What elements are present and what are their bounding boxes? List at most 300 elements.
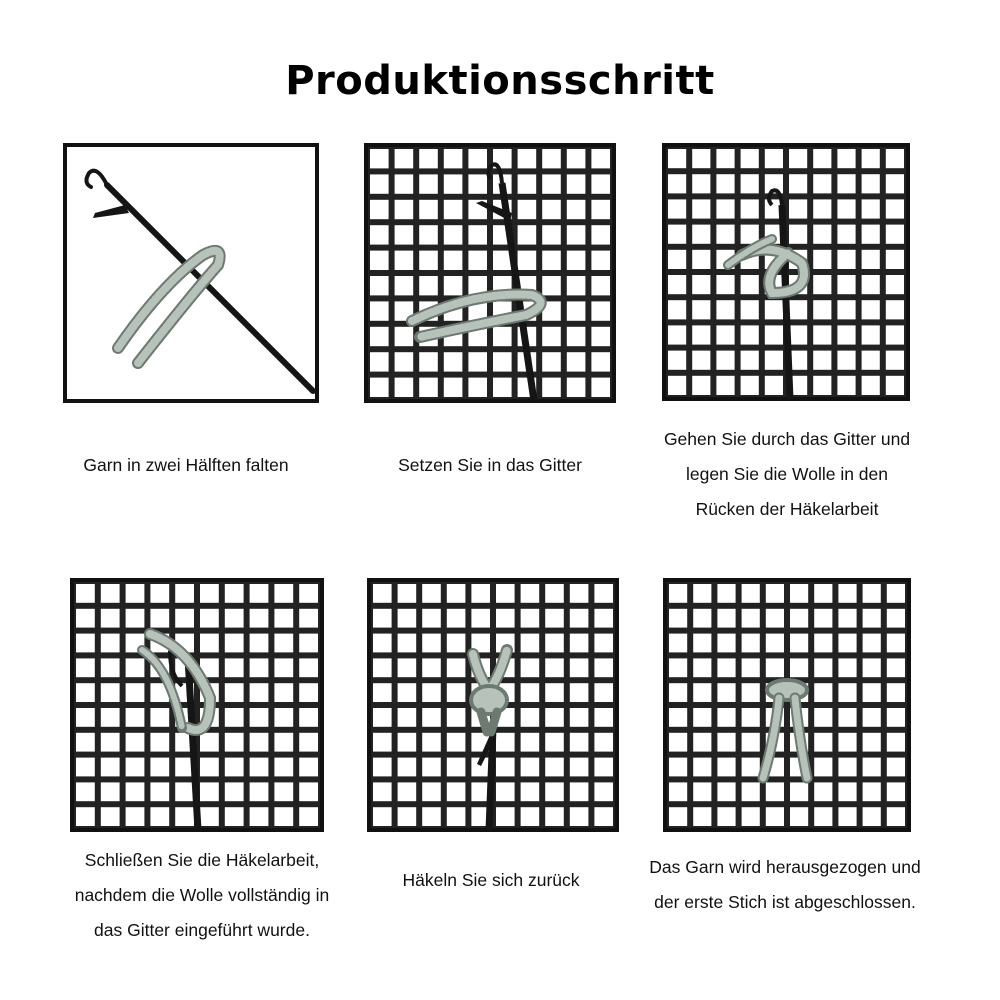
caption-line: Gehen Sie durch das Gitter und xyxy=(663,429,911,449)
grid-cell xyxy=(742,609,760,628)
grid-cell xyxy=(444,225,463,244)
grid-cell xyxy=(373,683,392,702)
grid-cell xyxy=(422,807,441,826)
grid-cell xyxy=(395,352,414,371)
canvas-grid-icon xyxy=(367,578,619,832)
grid-cell xyxy=(398,758,417,777)
grid-cell xyxy=(717,683,735,702)
grid-cell xyxy=(594,758,613,777)
grid-cell xyxy=(886,275,904,294)
grid-cell xyxy=(545,634,564,653)
grid-cell xyxy=(101,609,120,628)
grid-cell xyxy=(225,584,244,603)
grid-cell xyxy=(299,658,318,677)
grid-cell xyxy=(496,758,515,777)
grid-cell xyxy=(395,251,414,270)
grid-cell xyxy=(887,658,905,677)
grid-cell xyxy=(370,276,389,295)
grid-cell xyxy=(863,708,881,727)
grid-cell xyxy=(175,807,194,826)
grid-cell xyxy=(766,609,784,628)
grid-cell xyxy=(542,352,561,371)
grid-cell xyxy=(370,301,389,320)
grid-cell xyxy=(126,658,145,677)
grid-cell xyxy=(518,174,537,193)
grid-cell xyxy=(76,683,95,702)
grid-cell xyxy=(693,758,711,777)
grid-cell xyxy=(299,807,318,826)
step-3-caption xyxy=(632,422,942,527)
grid-cell xyxy=(814,758,832,777)
grid-cell xyxy=(789,325,807,344)
grid-cell xyxy=(668,250,686,269)
grid-cell xyxy=(496,609,515,628)
grid-cell xyxy=(789,300,807,319)
grid-cell xyxy=(444,149,463,168)
grid-cell xyxy=(716,149,734,168)
grid-cell xyxy=(741,351,759,370)
grid-cell xyxy=(669,807,687,826)
grid-cell xyxy=(862,225,880,244)
grid-cell xyxy=(717,609,735,628)
grid-cell xyxy=(837,174,855,193)
grid-cell xyxy=(521,807,540,826)
grid-cell xyxy=(814,609,832,628)
grid-cell xyxy=(716,275,734,294)
grid-cell xyxy=(126,683,145,702)
grid-cell xyxy=(370,149,389,168)
grid-cell xyxy=(837,325,855,344)
grid-cell xyxy=(493,352,512,371)
grid-cell xyxy=(887,782,905,801)
grid-cell xyxy=(250,807,269,826)
grid-cell xyxy=(717,584,735,603)
grid-cell xyxy=(570,807,589,826)
grid-cell xyxy=(370,174,389,193)
grid-cell xyxy=(395,225,414,244)
grid-cell xyxy=(765,300,783,319)
grid-cell xyxy=(373,634,392,653)
grid-cell xyxy=(76,758,95,777)
grid-cell xyxy=(591,149,610,168)
grid-cell xyxy=(447,658,466,677)
grid-cell xyxy=(837,199,855,218)
grid-cell xyxy=(813,376,831,395)
grid-cell xyxy=(838,708,856,727)
grid-cell xyxy=(545,758,564,777)
grid-cell xyxy=(591,352,610,371)
grid-cell xyxy=(790,584,808,603)
grid-cell xyxy=(789,199,807,218)
grid-cell xyxy=(814,683,832,702)
grid-cell xyxy=(570,584,589,603)
grid-cell xyxy=(370,352,389,371)
grid-cell xyxy=(496,782,515,801)
grid-cell xyxy=(717,807,735,826)
grid-cell xyxy=(398,658,417,677)
grid-cell xyxy=(813,199,831,218)
caption-line: Das Garn wird herausgezogen und xyxy=(649,857,921,877)
grid-cell xyxy=(373,807,392,826)
step-1-caption xyxy=(40,448,332,483)
grid-cell xyxy=(468,352,487,371)
step-6-caption xyxy=(624,850,946,920)
grid-cell xyxy=(422,733,441,752)
grid-cell xyxy=(422,683,441,702)
grid-cell xyxy=(150,733,169,752)
step-6-panel xyxy=(663,578,911,832)
grid-cell xyxy=(886,325,904,344)
grid-cell xyxy=(838,584,856,603)
grid-cell xyxy=(518,225,537,244)
grid-cell xyxy=(789,174,807,193)
grid-cell xyxy=(570,683,589,702)
grid-cell xyxy=(200,758,219,777)
grid-cell xyxy=(468,174,487,193)
grid-cell xyxy=(716,300,734,319)
grid-cell xyxy=(398,782,417,801)
grid-cell xyxy=(669,584,687,603)
grid-cell xyxy=(225,683,244,702)
grid-cell xyxy=(395,378,414,397)
grid-cell xyxy=(886,149,904,168)
grid-cell xyxy=(126,609,145,628)
grid-cell xyxy=(570,708,589,727)
grid-cell xyxy=(887,609,905,628)
grid-cell xyxy=(669,658,687,677)
grid-cell xyxy=(468,225,487,244)
grid-cell xyxy=(274,609,293,628)
grid-cell xyxy=(790,658,808,677)
grid-cell xyxy=(101,733,120,752)
grid-cell xyxy=(398,683,417,702)
caption-line: das Gitter eingeführt wurde. xyxy=(94,920,310,940)
grid-cell xyxy=(766,584,784,603)
grid-cell xyxy=(669,609,687,628)
grid-cell xyxy=(863,758,881,777)
grid-cell xyxy=(542,251,561,270)
grid-cell xyxy=(838,733,856,752)
grid-cell xyxy=(863,584,881,603)
grid-cell xyxy=(447,807,466,826)
grid-cell xyxy=(717,658,735,677)
grid-cell xyxy=(814,807,832,826)
grid-cell xyxy=(373,658,392,677)
grid-cell xyxy=(838,634,856,653)
grid-cell xyxy=(274,708,293,727)
grid-cell xyxy=(521,733,540,752)
grid-cell xyxy=(814,658,832,677)
grid-cell xyxy=(692,376,710,395)
grid-cell xyxy=(493,251,512,270)
grid-cell xyxy=(545,683,564,702)
grid-cell xyxy=(398,634,417,653)
grid-cell xyxy=(545,658,564,677)
grid-cell xyxy=(594,807,613,826)
grid-cell xyxy=(668,174,686,193)
grid-cell xyxy=(274,733,293,752)
grid-cell xyxy=(373,733,392,752)
caption-line: nachdem die Wolle vollständig in xyxy=(74,885,330,905)
grid-cell xyxy=(398,584,417,603)
canvas-grid-icon xyxy=(663,578,911,832)
grid-cell xyxy=(250,658,269,677)
grid-cell xyxy=(126,807,145,826)
grid-cell xyxy=(250,708,269,727)
grid-cell xyxy=(447,683,466,702)
grid-cell xyxy=(373,609,392,628)
grid-cell xyxy=(716,174,734,193)
grid-cell xyxy=(395,149,414,168)
grid-cell xyxy=(370,200,389,219)
step-5-panel xyxy=(367,578,619,832)
grid-cell xyxy=(567,174,586,193)
grid-cell xyxy=(545,609,564,628)
grid-cell xyxy=(274,683,293,702)
grid-cell xyxy=(567,200,586,219)
grid-cell xyxy=(837,300,855,319)
grid-cell xyxy=(591,378,610,397)
page-title: Produktionsschritt xyxy=(285,58,715,104)
grid-cell xyxy=(813,174,831,193)
grid-cell xyxy=(669,782,687,801)
grid-cell xyxy=(668,149,686,168)
grid-cell xyxy=(76,609,95,628)
grid-cell xyxy=(742,658,760,677)
grid-cell xyxy=(444,174,463,193)
grid-cell xyxy=(545,584,564,603)
grid-cell xyxy=(225,658,244,677)
grid-cell xyxy=(545,708,564,727)
grid-cell xyxy=(742,733,760,752)
grid-cell xyxy=(175,584,194,603)
grid-cell xyxy=(493,378,512,397)
grid-cell xyxy=(395,174,414,193)
grid-cell xyxy=(126,584,145,603)
grid-cell xyxy=(567,225,586,244)
grid-cell xyxy=(790,782,808,801)
grid-cell xyxy=(692,174,710,193)
grid-cell xyxy=(813,275,831,294)
grid-cell xyxy=(567,276,586,295)
grid-cell xyxy=(419,149,438,168)
grid-cell xyxy=(395,327,414,346)
grid-cell xyxy=(150,609,169,628)
grid-cell xyxy=(814,708,832,727)
grid-cell xyxy=(741,225,759,244)
grid-cell xyxy=(886,199,904,218)
grid-cell xyxy=(887,733,905,752)
grid-cell xyxy=(693,807,711,826)
grid-cell xyxy=(814,733,832,752)
grid-cell xyxy=(468,149,487,168)
grid-cell xyxy=(594,634,613,653)
grid-cell xyxy=(493,327,512,346)
grid-cell xyxy=(591,200,610,219)
grid-cell xyxy=(274,634,293,653)
grid-cell xyxy=(299,609,318,628)
grid-cell xyxy=(299,758,318,777)
grid-cell xyxy=(225,782,244,801)
grid-cell xyxy=(225,807,244,826)
grid-cell xyxy=(542,327,561,346)
grid-cell xyxy=(741,174,759,193)
grid-cell xyxy=(225,634,244,653)
grid-cell xyxy=(447,733,466,752)
grid-cell xyxy=(398,807,417,826)
grid-cell xyxy=(813,225,831,244)
grid-cell xyxy=(838,758,856,777)
grid-cell xyxy=(790,609,808,628)
grid-cell xyxy=(741,300,759,319)
grid-cell xyxy=(150,782,169,801)
grid-cell xyxy=(521,782,540,801)
grid-cell xyxy=(668,275,686,294)
grid-cell xyxy=(150,758,169,777)
grid-cell xyxy=(200,584,219,603)
step-3-panel xyxy=(662,143,910,401)
grid-cell xyxy=(863,782,881,801)
grid-cell xyxy=(422,634,441,653)
grid-cell xyxy=(862,376,880,395)
grid-cell xyxy=(250,634,269,653)
grid-cell xyxy=(570,609,589,628)
grid-cell xyxy=(717,782,735,801)
grid-cell xyxy=(419,352,438,371)
grid-cell xyxy=(299,782,318,801)
grid-cell xyxy=(76,584,95,603)
grid-cell xyxy=(274,758,293,777)
grid-cell xyxy=(274,584,293,603)
grid-cell xyxy=(813,325,831,344)
grid-cell xyxy=(814,634,832,653)
grid-cell xyxy=(521,584,540,603)
grid-cell xyxy=(789,225,807,244)
grid-cell xyxy=(126,782,145,801)
grid-cell xyxy=(693,782,711,801)
grid-cell xyxy=(521,658,540,677)
grid-cell xyxy=(741,376,759,395)
grid-cell xyxy=(765,351,783,370)
grid-cell xyxy=(419,174,438,193)
grid-cell xyxy=(299,584,318,603)
grid-cell xyxy=(398,708,417,727)
grid-cell xyxy=(126,733,145,752)
grid-cell xyxy=(887,634,905,653)
grid-cell xyxy=(863,609,881,628)
grid-cell xyxy=(838,658,856,677)
grid-cell xyxy=(591,276,610,295)
caption-line: Garn in zwei Hälften falten xyxy=(83,455,289,475)
grid-cell xyxy=(693,658,711,677)
grid-cell xyxy=(837,250,855,269)
grid-cell xyxy=(716,325,734,344)
grid-cell xyxy=(742,782,760,801)
grid-cell xyxy=(813,300,831,319)
grid-cell xyxy=(250,733,269,752)
grid-cell xyxy=(521,609,540,628)
grid-cell xyxy=(693,683,711,702)
grid-cell xyxy=(447,609,466,628)
grid-cell xyxy=(299,708,318,727)
grid-cell xyxy=(591,251,610,270)
grid-cell xyxy=(668,376,686,395)
grid-cell xyxy=(101,758,120,777)
grid-cell xyxy=(567,327,586,346)
caption-line: Häkeln Sie sich zurück xyxy=(402,870,580,890)
grid-cell xyxy=(669,758,687,777)
grid-cell xyxy=(862,174,880,193)
grid-cell xyxy=(692,199,710,218)
grid-cell xyxy=(837,351,855,370)
grid-cell xyxy=(692,325,710,344)
grid-cell xyxy=(444,276,463,295)
grid-cell xyxy=(692,275,710,294)
grid-cell xyxy=(693,634,711,653)
grid-cell xyxy=(594,584,613,603)
grid-cell xyxy=(299,733,318,752)
grid-cell xyxy=(76,658,95,677)
grid-cell xyxy=(570,758,589,777)
grid-cell xyxy=(717,758,735,777)
grid-cell xyxy=(447,584,466,603)
grid-cell xyxy=(814,782,832,801)
grid-cell xyxy=(542,149,561,168)
grid-cell xyxy=(668,225,686,244)
grid-cell xyxy=(886,300,904,319)
grid-cell xyxy=(594,609,613,628)
grid-cell xyxy=(668,199,686,218)
grid-cell xyxy=(422,782,441,801)
grid-cell xyxy=(692,300,710,319)
grid-cell xyxy=(447,782,466,801)
grid-cell xyxy=(863,733,881,752)
grid-cell xyxy=(669,683,687,702)
grid-cell xyxy=(250,683,269,702)
grid-cell xyxy=(813,351,831,370)
grid-cell xyxy=(594,733,613,752)
grid-cell xyxy=(76,733,95,752)
step-4-caption xyxy=(52,843,352,948)
latch-hook-icon xyxy=(63,143,319,403)
grid-cell xyxy=(545,733,564,752)
grid-cell xyxy=(766,634,784,653)
grid-cell xyxy=(863,683,881,702)
grid-cell xyxy=(545,782,564,801)
grid-cell xyxy=(717,634,735,653)
grid-cell xyxy=(444,251,463,270)
grid-cell xyxy=(765,149,783,168)
grid-cell xyxy=(570,634,589,653)
grid-cell xyxy=(398,609,417,628)
grid-cell xyxy=(863,807,881,826)
grid-cell xyxy=(742,584,760,603)
grid-cell xyxy=(741,275,759,294)
grid-cell xyxy=(887,708,905,727)
grid-cell xyxy=(765,376,783,395)
grid-cell xyxy=(175,609,194,628)
grid-cell xyxy=(101,634,120,653)
grid-cell xyxy=(692,225,710,244)
grid-cell xyxy=(444,378,463,397)
grid-cell xyxy=(790,807,808,826)
grid-cell xyxy=(419,225,438,244)
grid-cell xyxy=(886,376,904,395)
grid-cell xyxy=(813,149,831,168)
grid-cell xyxy=(567,149,586,168)
grid-cell xyxy=(76,782,95,801)
grid-cell xyxy=(468,378,487,397)
